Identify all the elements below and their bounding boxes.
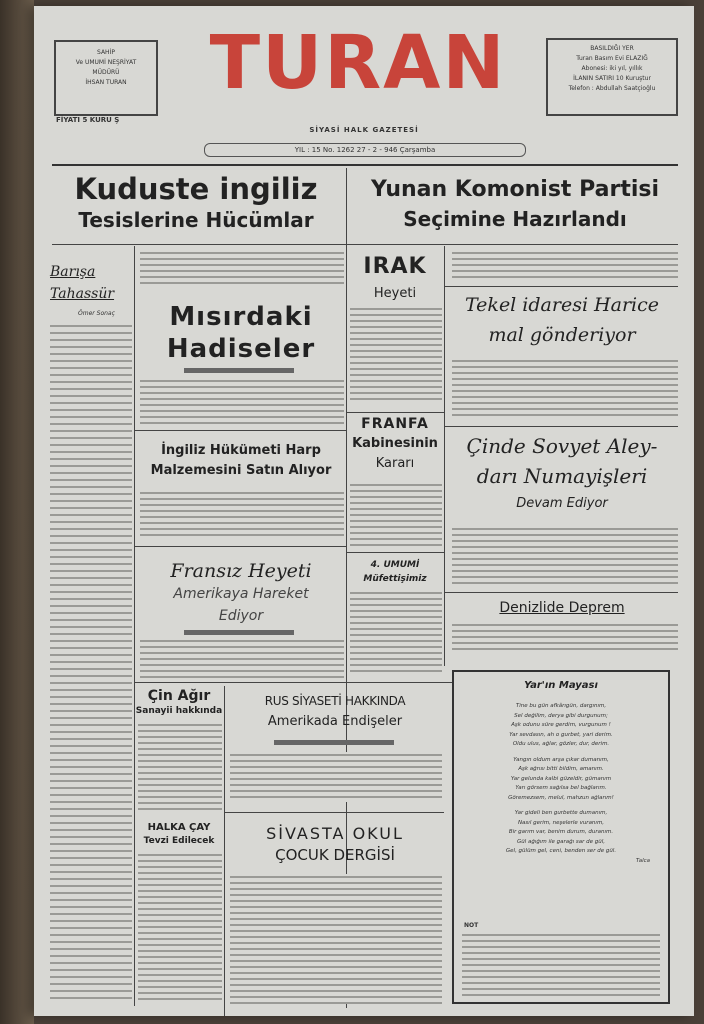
poem-line: Gel, gülüm gel, ceni, benden ser de gül. [505, 848, 617, 854]
owner-box [54, 40, 158, 116]
section-rule [444, 426, 678, 427]
headline-halka-cay: HALKA ÇAY [147, 822, 211, 833]
section-rule [134, 682, 454, 683]
body-tekel [452, 358, 678, 420]
poem-note-body [462, 932, 660, 996]
poem-line: Tine bu gün afkârıgün, dargınım, [515, 703, 607, 709]
subhead-kuduste: Tesislerine Hücümlar [78, 208, 314, 232]
publisher-line: Abonesi: iki yıl, yıllık [581, 65, 643, 72]
headline-kuduste: Kuduste ingiliz [74, 172, 318, 206]
subhead-tekel: mal gönderiyor [488, 324, 636, 346]
body-fransa [350, 482, 442, 548]
subhead-cinde: darı Numayişleri [476, 464, 648, 488]
poem-line: Sel değilim, derya gibi durgunum; [514, 712, 608, 719]
body-kuduste [140, 250, 344, 286]
poem-line: Oldu ulus, ağlar, gözler, dur, derim. [512, 741, 610, 747]
section-rule [444, 592, 678, 593]
publisher-line: BASILDIĞI YER [590, 45, 634, 52]
section-rule [134, 546, 346, 547]
publisher-line: Telefon : Abdullah Saatçioğlu [568, 85, 656, 92]
subhead-rus: Amerikada Endişeler [267, 714, 403, 729]
body-fransiz-heyeti [140, 638, 344, 678]
headline-cin-agir: Çin Ağır [147, 688, 211, 704]
poem-line: Bir garım var, benim durum, duranım. [508, 829, 614, 835]
poem-note-label: NOT [464, 922, 479, 929]
masthead-title: TURAN [209, 20, 507, 106]
headline-ornament [184, 368, 294, 373]
body-sivas [230, 874, 442, 1004]
poem-line: Gül ağığım ile garağı sar de gül, [516, 838, 606, 845]
price-label: FİYATI 5 KURU Ş [56, 116, 120, 124]
headline-ornament [184, 630, 294, 635]
subhead-yunan: Seçimine Hazırlandı [403, 207, 627, 231]
section-rule [444, 286, 678, 287]
poem-body [462, 702, 660, 866]
headline-barisa: Barışa [50, 264, 96, 280]
body-ingiliz-hukumeti [140, 490, 344, 536]
column-text-barisa [50, 322, 132, 1002]
body-halka-cay [138, 852, 222, 1002]
headline-sivas: SİVASTA OKUL [266, 824, 404, 843]
poem-line: Aşk ağrısı bitti bildim, amanım. [518, 766, 604, 772]
body-denizli [452, 622, 678, 652]
poem-line: Aşk odunu süre gerdim, vurgunum ! [511, 722, 611, 728]
headline-umumi: 4. UMUMİ [370, 560, 420, 570]
subhead2-fransa: Kararı [375, 456, 415, 471]
section-rule [52, 244, 678, 245]
headline-yunan: Yunan Komonist Partisi [370, 177, 660, 202]
headline-rus: RUS SİYASETİ HAKKINDA [264, 694, 406, 708]
body-cinde [452, 526, 678, 586]
subhead-ingiliz-hukumeti: Malzemesini Satın Alıyor [150, 463, 332, 478]
section-rule [134, 430, 346, 431]
subhead-misir: Hadiseler [166, 334, 316, 364]
headline-denizli: Denizlide Deprem [499, 600, 625, 616]
subhead-fransiz-heyeti: Amerikaya Hareket [173, 586, 309, 602]
column-rule [224, 686, 225, 1016]
headline-tekel: Tekel idaresi Harice [464, 294, 660, 316]
poem-line: Yar sevdasın, ah o gurbet, yari derim. [509, 731, 613, 738]
subhead-irak: Heyeti [373, 286, 417, 301]
section-rule [346, 412, 444, 413]
poem-signature: Talca [635, 857, 650, 864]
body-misir [140, 378, 344, 424]
poem-line: Yar gideli ben gurbette dumanım, [514, 810, 608, 816]
headline-irak: IRAK [363, 254, 427, 279]
section-rule [346, 552, 444, 553]
publisher-line: Turan Basım Evi ELAZIĞ [576, 55, 648, 62]
subhead-cin-agir: Sanayii hakkında [135, 706, 223, 716]
poem-line: Yar gelunda kalbi güzeldir, gümanım [510, 775, 612, 782]
owner-line: Ve UMUMİ NEŞRİYAT [75, 59, 137, 66]
subhead2-fransiz-heyeti: Ediyor [218, 608, 264, 624]
column-rule [134, 246, 135, 1006]
poem-line: Nasıl gerim, neşelerle vuranım, [517, 819, 605, 826]
poem-line: Yarı görsem sağılsa bel bağlarım. [515, 785, 607, 791]
owner-line: İHSAN TURAN [85, 79, 127, 86]
poem-line: Yangın oldum arşa çıkar dumanım, [513, 756, 609, 763]
headline-ingiliz-hukumeti: İngiliz Hükümeti Harp [161, 443, 321, 458]
issue-line: YIL : 15 No. 1262 27 - 2 - 946 Çarşamba [204, 143, 526, 157]
poem-line: Göremezsem, melul, mahzun ağlarım! [508, 794, 614, 801]
masthead-rule [52, 164, 678, 166]
publisher-box [546, 38, 678, 116]
headline-misir: Mısırdaki [169, 302, 313, 332]
body-yunan [452, 250, 678, 282]
subhead-sivas: ÇOCUK DERGİSİ [275, 846, 395, 864]
body-cin-agir [138, 722, 222, 814]
subhead-fransa: Kabinesinin [352, 436, 438, 451]
headline-fransa: FRANFA [361, 416, 429, 432]
newspaper-page [34, 6, 694, 1016]
subhead-umumi: Müfettişimiz [363, 574, 427, 584]
poem-box [452, 670, 670, 1004]
headline-fransiz-heyeti: Fransız Heyeti [170, 560, 312, 582]
owner-line: SAHİP [97, 49, 115, 56]
subhead-halka-cay: Tevzi Edilecek [143, 836, 215, 846]
publisher-line: İLANIN SATIRI 10 Kuruştur [573, 75, 651, 82]
headline-cinde: Çinde Sovyet Aley- [466, 434, 658, 458]
column-rule [444, 246, 445, 666]
body-umumi [350, 590, 442, 676]
author-barisa: Ömer Sonaç [78, 310, 115, 317]
owner-line: MÜDÜRÜ [92, 69, 120, 76]
section-rule [224, 812, 444, 813]
paper-subtitle: SİYASİ HALK GAZETESİ [309, 126, 419, 134]
binding-spine [0, 0, 34, 1024]
subhead-barisa: Tahassür [50, 286, 115, 302]
subhead2-cinde: Devam Ediyor [516, 496, 608, 511]
body-irak [350, 306, 442, 402]
poem-title: Yar'ın Mayası [524, 680, 598, 691]
body-rus [230, 752, 442, 802]
headline-ornament [274, 740, 394, 745]
